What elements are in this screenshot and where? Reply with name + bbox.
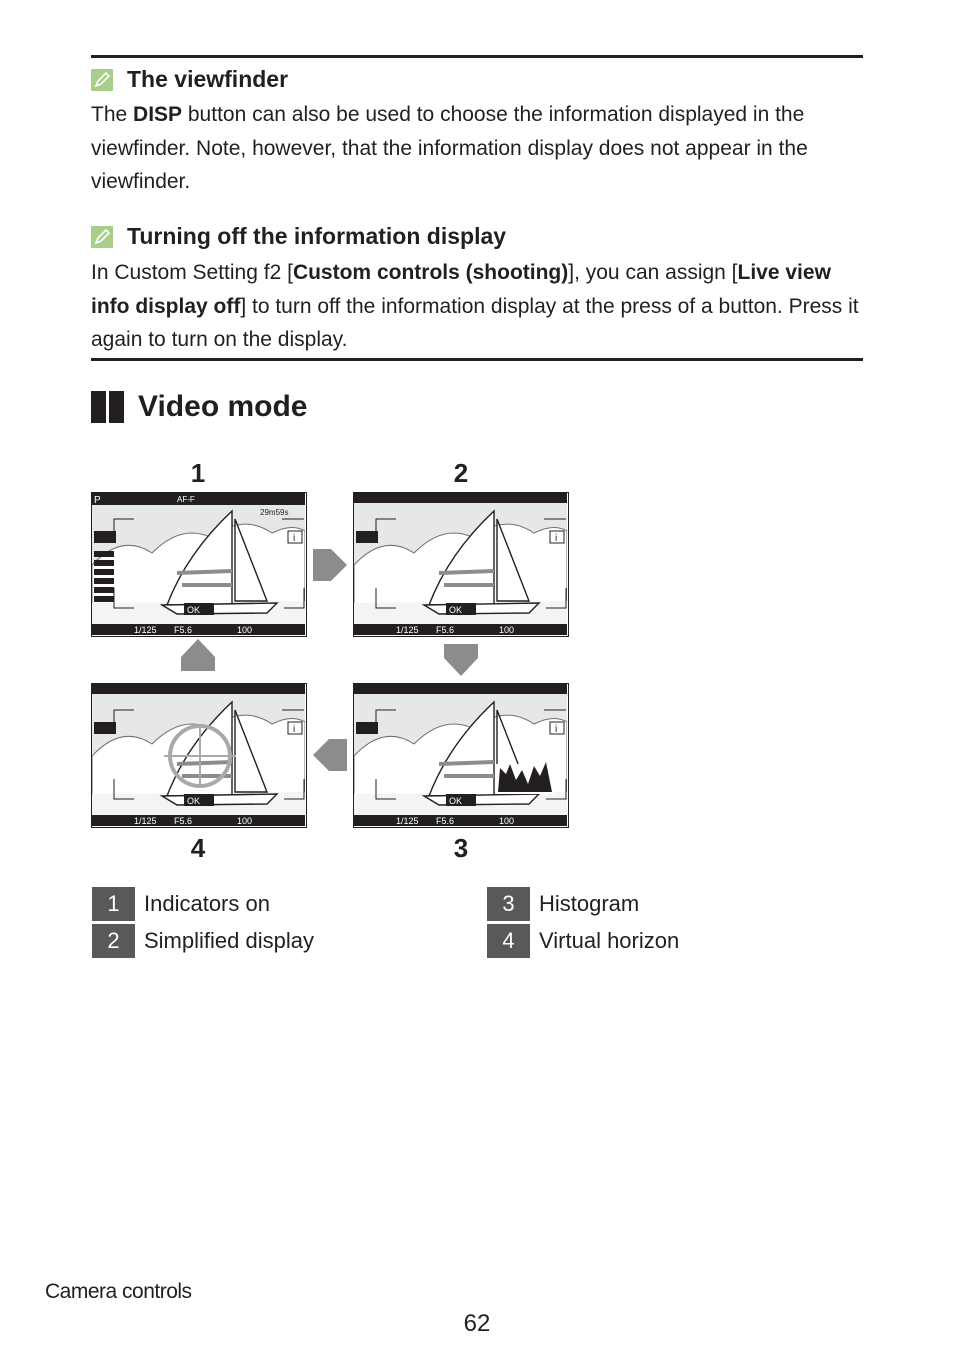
arrow-left-icon (313, 735, 347, 775)
aperture-value: F5.6 (174, 625, 193, 635)
legend-item (487, 922, 679, 959)
pencil-icon (91, 226, 113, 248)
body-text: ], you can assign [ (568, 261, 738, 284)
side-indicator (94, 569, 114, 575)
arrow-up-icon (177, 639, 219, 671)
note-heading-text: The viewfinder (127, 66, 289, 92)
note-heading-info-display (91, 223, 506, 250)
note-heading-viewfinder (91, 66, 288, 93)
side-indicator (94, 560, 114, 566)
pencil-icon (91, 69, 113, 91)
side-indicator (94, 596, 114, 602)
boat-hull (424, 603, 539, 614)
body-text: In Custom Setting f2 [ (91, 261, 293, 284)
screen-indicators-on (91, 492, 307, 637)
top-bar (354, 493, 567, 503)
top-bar (92, 684, 305, 694)
shutter-speed: 1/125 (396, 816, 419, 826)
screen-illustration (92, 684, 305, 826)
bottom-rule (91, 358, 863, 361)
section-marker-icon (91, 391, 124, 423)
legend-label: Histogram (539, 890, 640, 916)
bottom-bar (92, 624, 305, 635)
legend-number: 1 (92, 887, 135, 921)
iso-value: 100 (499, 816, 515, 826)
arrow-right-icon (313, 545, 347, 585)
bottom-bar (354, 624, 567, 635)
note-body-info-display (91, 256, 863, 357)
info-i-glyph: i (555, 724, 558, 735)
step-label-4: 4 (190, 833, 206, 863)
bold-term: Custom controls (shooting) (292, 261, 569, 284)
legend-label: Simplified display (144, 927, 314, 953)
info-i-glyph: i (293, 724, 296, 735)
section-title-text: Video mode (138, 390, 308, 423)
shutter-speed: 1/125 (134, 816, 157, 826)
shutter-speed: 1/125 (134, 625, 157, 635)
af-area-icon (94, 531, 116, 543)
legend-number: 4 (487, 924, 530, 958)
boat-hull (424, 794, 539, 805)
iso-value: 100 (499, 625, 515, 635)
af-area-icon (94, 722, 116, 734)
screen-histogram (353, 683, 569, 828)
boat-hull (162, 603, 277, 614)
iso-value: 100 (237, 625, 253, 635)
boat-hull (162, 794, 277, 805)
side-indicator (94, 578, 114, 584)
top-bar (354, 684, 567, 694)
legend-label: Virtual horizon (539, 927, 680, 953)
body-text: The (91, 103, 134, 126)
top-rule (91, 55, 863, 58)
footer-section-name: Camera controls (45, 1280, 192, 1303)
side-indicator (94, 551, 114, 557)
bold-term: Live view info display off (91, 261, 831, 318)
bold-term: DISP (133, 103, 183, 126)
body-text: ] to turn off the information display at the press of a button. Press it again to turn on the display. (91, 294, 859, 351)
legend-label: Indicators on (144, 890, 270, 916)
note-body-viewfinder (91, 98, 863, 199)
focus-mode-indicator: AF-F (177, 495, 195, 504)
legend-number: 2 (92, 924, 135, 958)
info-i-glyph: i (293, 533, 296, 544)
ok-label: OK (449, 796, 463, 806)
ok-label: OK (187, 605, 201, 615)
legend-item (92, 922, 314, 959)
screen-virtual-horizon (91, 683, 307, 828)
bottom-bar (354, 815, 567, 826)
ok-label: OK (449, 605, 463, 615)
legend-right (487, 885, 679, 959)
mode-indicator: P (94, 495, 101, 506)
body-text: button can also be used to choose the information displayed in the viewfinder. Note, however, that the information display does not appear in the viewfinder. (91, 103, 808, 193)
screen-illustration (354, 493, 567, 635)
af-area-icon (356, 531, 378, 543)
af-area-icon (356, 722, 378, 734)
legend-left (92, 885, 314, 959)
top-bar (92, 493, 305, 505)
aperture-value: F5.6 (174, 816, 193, 826)
screen-illustration (354, 684, 567, 826)
section-title (91, 390, 307, 424)
bottom-bar (92, 815, 305, 826)
step-label-2: 2 (453, 458, 469, 488)
aperture-value: F5.6 (436, 816, 455, 826)
screen-simplified-display (353, 492, 569, 637)
page-number: 62 (463, 1310, 491, 1337)
legend-item (92, 885, 314, 922)
side-indicator (94, 587, 114, 593)
iso-value: 100 (237, 816, 253, 826)
note-heading-text: Turning off the information display (127, 223, 507, 249)
step-label-1: 1 (190, 458, 206, 488)
info-i-glyph: i (555, 533, 558, 544)
legend-item (487, 885, 679, 922)
aperture-value: F5.6 (436, 625, 455, 635)
ok-label: OK (187, 796, 201, 806)
legend-number: 3 (487, 887, 530, 921)
arrow-down-icon (440, 644, 482, 676)
shutter-speed: 1/125 (396, 625, 419, 635)
screen-illustration (92, 493, 305, 635)
time-remaining: 29m59s (260, 508, 289, 517)
step-label-3: 3 (453, 833, 469, 863)
